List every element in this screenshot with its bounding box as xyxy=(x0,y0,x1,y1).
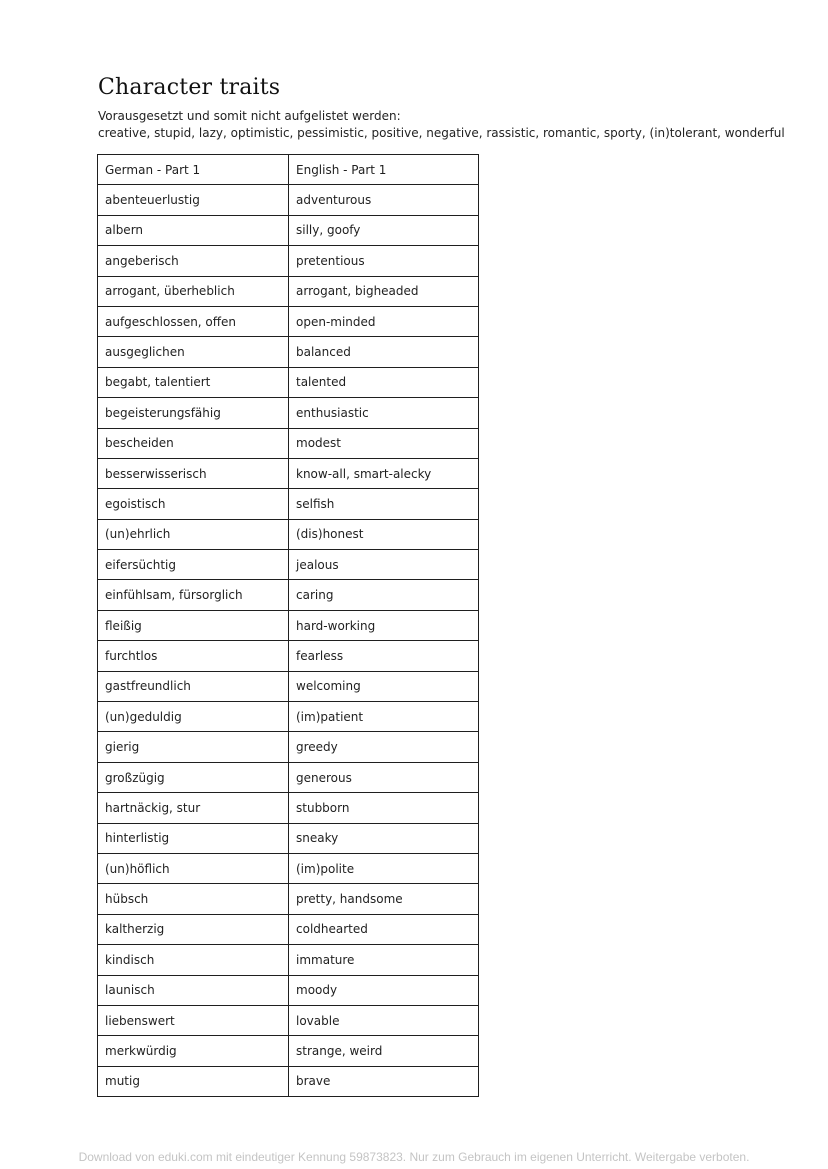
table-row xyxy=(98,732,479,762)
german-cell: ausgeglichen xyxy=(98,337,289,367)
english-cell: welcoming xyxy=(289,671,479,701)
german-cell: eifersüchtig xyxy=(98,550,289,580)
table-row xyxy=(98,337,479,367)
german-cell: bescheiden xyxy=(98,428,289,458)
vocabulary-table xyxy=(97,154,479,1097)
english-cell: brave xyxy=(289,1066,479,1096)
table-row xyxy=(98,306,479,336)
english-cell: stubborn xyxy=(289,793,479,823)
english-cell: arrogant, bigheaded xyxy=(289,276,479,306)
download-watermark: Download von eduki.com mit eindeutiger Kennung 59873823. Nur zum Gebrauch im eigenen Unterricht. Weitergabe verboten. xyxy=(78,1150,750,1164)
table-row xyxy=(98,641,479,671)
german-cell: großzügig xyxy=(98,762,289,792)
page-title: Character traits xyxy=(98,74,281,100)
german-cell: egoistisch xyxy=(98,489,289,519)
table-header-row xyxy=(98,155,479,185)
table-row xyxy=(98,519,479,549)
german-cell: gierig xyxy=(98,732,289,762)
german-cell: (un)ehrlich xyxy=(98,519,289,549)
table-row xyxy=(98,550,479,580)
english-cell: (dis)honest xyxy=(289,519,479,549)
english-cell: lovable xyxy=(289,1005,479,1035)
german-cell: fleißig xyxy=(98,610,289,640)
english-cell: adventurous xyxy=(289,185,479,215)
german-cell: hartnäckig, stur xyxy=(98,793,289,823)
table-row xyxy=(98,702,479,732)
english-cell: modest xyxy=(289,428,479,458)
english-cell: hard-working xyxy=(289,610,479,640)
german-cell: hübsch xyxy=(98,884,289,914)
column-header-english: English - Part 1 xyxy=(289,155,479,185)
german-cell: launisch xyxy=(98,975,289,1005)
table-row xyxy=(98,610,479,640)
intro-line-2: creative, stupid, lazy, optimistic, pessimistic, positive, negative, rassistic, romantic, sporty, (in)tolerant, wonderful xyxy=(98,126,785,140)
english-cell: sneaky xyxy=(289,823,479,853)
table-row xyxy=(98,276,479,306)
table-body xyxy=(98,185,479,1097)
german-cell: angeberisch xyxy=(98,246,289,276)
english-cell: jealous xyxy=(289,550,479,580)
table-row xyxy=(98,853,479,883)
intro-text xyxy=(98,108,798,142)
table-row xyxy=(98,367,479,397)
table-row xyxy=(98,671,479,701)
german-cell: begabt, talentiert xyxy=(98,367,289,397)
german-cell: abenteuerlustig xyxy=(98,185,289,215)
table-row xyxy=(98,246,479,276)
english-cell: coldhearted xyxy=(289,914,479,944)
german-cell: gastfreundlich xyxy=(98,671,289,701)
table-row xyxy=(98,945,479,975)
table-row xyxy=(98,914,479,944)
german-cell: furchtlos xyxy=(98,641,289,671)
table-row xyxy=(98,823,479,853)
german-cell: aufgeschlossen, offen xyxy=(98,306,289,336)
table-row xyxy=(98,458,479,488)
table-row xyxy=(98,1066,479,1096)
table-row xyxy=(98,185,479,215)
english-cell: pretty, handsome xyxy=(289,884,479,914)
table-row xyxy=(98,428,479,458)
english-cell: enthusiastic xyxy=(289,398,479,428)
german-cell: einfühlsam, fürsorglich xyxy=(98,580,289,610)
table-row xyxy=(98,489,479,519)
column-header-german: German - Part 1 xyxy=(98,155,289,185)
table-row xyxy=(98,884,479,914)
table-row xyxy=(98,398,479,428)
german-cell: liebenswert xyxy=(98,1005,289,1035)
english-cell: generous xyxy=(289,762,479,792)
table-row xyxy=(98,975,479,1005)
english-cell: talented xyxy=(289,367,479,397)
german-cell: (un)geduldig xyxy=(98,702,289,732)
english-cell: caring xyxy=(289,580,479,610)
english-cell: immature xyxy=(289,945,479,975)
table-row xyxy=(98,762,479,792)
english-cell: fearless xyxy=(289,641,479,671)
english-cell: open-minded xyxy=(289,306,479,336)
german-cell: begeisterungsfähig xyxy=(98,398,289,428)
german-cell: hinterlistig xyxy=(98,823,289,853)
german-cell: mutig xyxy=(98,1066,289,1096)
german-cell: albern xyxy=(98,215,289,245)
english-cell: (im)polite xyxy=(289,853,479,883)
english-cell: (im)patient xyxy=(289,702,479,732)
table-row xyxy=(98,580,479,610)
english-cell: strange, weird xyxy=(289,1036,479,1066)
table-row xyxy=(98,1005,479,1035)
english-cell: pretentious xyxy=(289,246,479,276)
german-cell: merkwürdig xyxy=(98,1036,289,1066)
table-row xyxy=(98,215,479,245)
german-cell: kaltherzig xyxy=(98,914,289,944)
english-cell: balanced xyxy=(289,337,479,367)
german-cell: kindisch xyxy=(98,945,289,975)
english-cell: selfish xyxy=(289,489,479,519)
english-cell: know-all, smart-alecky xyxy=(289,458,479,488)
english-cell: greedy xyxy=(289,732,479,762)
table-row xyxy=(98,793,479,823)
table-row xyxy=(98,1036,479,1066)
german-cell: besserwisserisch xyxy=(98,458,289,488)
english-cell: moody xyxy=(289,975,479,1005)
english-cell: silly, goofy xyxy=(289,215,479,245)
german-cell: arrogant, überheblich xyxy=(98,276,289,306)
german-cell: (un)höflich xyxy=(98,853,289,883)
intro-line-1: Vorausgesetzt und somit nicht aufgelistet werden: xyxy=(98,109,401,123)
